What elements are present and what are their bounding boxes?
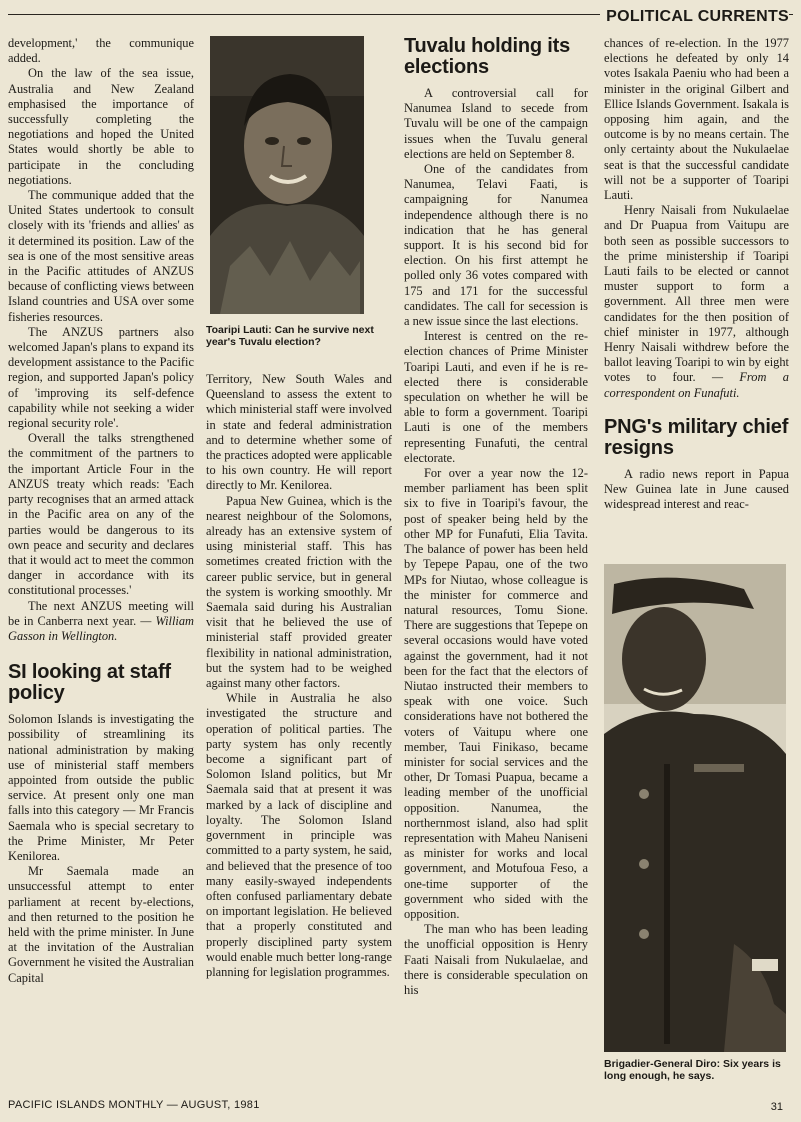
paragraph: For over a year now the 12-member parliament has been split six to five in Toaripi's favour, the post of speaker being held by the other MP for Funafuti, Elia Tavita. The balance of power has been held by Tepepe Papau, one of the two MPs for Niutao, whose colleague is the minister for commerce and natural resources, Tomu Sione. There are suggestions that Tepepe on several occasions would have voted against the government, had it not been for the fact that the electors of Niutao instructed their members to speak with one voice. Such considerations have not bothered the voters of Vaitupu where one member, Taui Finikaso, became minister for social services and the other, Dr Tomasi Puapua, became a leading member of the unofficial opposition. Nanumea, the northernmost island, also had split representation with Maheu Naniseni as minister for works and local government, and Motufoua Feso, a one-time supporter of the government who sided with the opposition. <box>404 466 588 921</box>
photo-block <box>604 564 789 1082</box>
paragraph: Papua New Guinea, which is the nearest neighbour of the Solomons, already has an extensive system of using ministerial staff. This has sometimes created friction with the career public service, but in general the system is working smoothly. Mr Saemala said during his Australian visit that he believed the use of ministerial staff provided greater flexibility in national administration, but the system had to be weighed against many other factors. <box>206 493 392 691</box>
byline: — From a correspondent on Funafuti. <box>604 370 789 400</box>
paragraph: Territory, New South Wales and Queensland to assess the extent to which ministerial staff were involved in state and federal administration and to determine whether some of the practices adopted were applicable to his own country. He will report directly to Mr. Kenilorea. <box>206 372 392 493</box>
paragraph-text: The next ANZUS meeting will be in Canberra next year. <box>8 598 194 628</box>
paragraph: The man who has been leading the unofficial opposition is Henry Faati Naisali from Nukulaelae, and there is considerable speculation on his <box>404 922 588 997</box>
paragraph: On the law of the sea issue, Australia and New Zealand emphasised the importance of successfully completing the negotiations and hoped the United States would shortly be able to participate in the concluding negotiations. <box>8 66 194 187</box>
paragraph: While in Australia he also investigated the structure and operation of political parties. The party system has only recently become a significant part of Solomon Island politics, but Mr Saemala said that at present it was marked by a lack of discipline and loyalty. The Solomon Island government in principle was committed to a party system, he said, and believed that the presence of too many easily-swayed independents often confused parliamentary debate on important legislation. He believed that a properly constituted and properly disciplined party system would enable much better long-range planning for legislation programmes. <box>206 691 392 979</box>
paragraph: The ANZUS partners also welcomed Japan's plans to expand its development assistance to the Pacific region, and supported Japan's policy of 'improving its self-defence capability while not seeking a wider regional security role'. <box>8 324 194 431</box>
paragraph: A controversial call for Nanumea Island to secede from Tuvalu will be one of the campaign issues when the Tuvalu general elections are held on September 8. <box>404 86 588 161</box>
portrait-image <box>604 564 786 1052</box>
headline-staff-policy: SI looking at staff policy <box>8 661 171 705</box>
paragraph: Interest is centred on the re-election chances of Prime Minister Toaripi Lauti, and even if he is re-elected there is considerable speculation on whether he will be able to form a government. Toaripi Lauti is one of the members representing Funafuti, the central electorate. <box>404 329 588 465</box>
headline-tuvalu: Tuvalu holding its elections <box>404 35 571 78</box>
column-2-text <box>206 372 392 980</box>
page-number: 31 <box>770 1101 783 1113</box>
paragraph <box>604 203 789 401</box>
section-label: POLITICAL CURRENTS <box>600 8 789 26</box>
portrait-image <box>210 36 364 314</box>
paragraph: A radio news report in Papua New Guinea late in June caused widespread interest and reac- <box>604 466 789 512</box>
photo-caption: Brigadier-General Diro: Six years is long enough, he says. <box>604 1058 781 1082</box>
paragraph: The communique added that the United States undertook to consult closely with its 'friends and allies' as it determined its position. Law of the sea is one of the most sensitive areas in the Pacific attitudes of ANZUS because of conflicting views between Island countries and USA over some fisheries resources. <box>8 188 194 324</box>
byline: — William Gasson in Wellington. <box>8 613 194 643</box>
column-3 <box>404 36 588 998</box>
paragraph-text: Henry Naisali from Nukulaelae and Dr Puapua from Vaitupu are both seen as possible successors to the prime ministership if Toaripi Lauti fails to be elected or cannot muster support to form a government. All three men were candidates for the then position of chief minister in 1977, although Henry Naisali withdrew before the ballot leaving Toaripi to win by eight votes to four. <box>604 203 789 385</box>
photo-toaripi-lauti <box>210 36 364 314</box>
column-1 <box>8 36 194 986</box>
paragraph: development,' the communique added. <box>8 36 194 66</box>
photo-brigadier-diro <box>604 564 786 1052</box>
footer-publication: PACIFIC ISLANDS MONTHLY — AUGUST, 1981 <box>8 1099 260 1111</box>
paragraph: One of the candidates from Nanumea, Telavi Faati, is campaigning for Nanumea independence although there is no indication that he has general support. It is his second bid for election. On his first attempt he polled only 36 votes compared with 175 and 171 for the successful candidates. The call for secession is a new issue since the last elections. <box>404 162 588 329</box>
paragraph: Mr Saemala made an unsuccessful attempt to enter parliament at recent by-elections, and then returned to the position he held with the prime minister. In June at the invitation of the Australian Government he visited the Australian Capital <box>8 864 194 985</box>
headline-png-military: PNG's military chief resigns <box>604 415 789 459</box>
column-4 <box>604 36 789 1082</box>
paragraph: Overall the talks strengthened the commitment of the partners to the important Article Four in the ANZUS treaty which reads: 'Each party recognises that an armed attack in the Pacific area on any of the parties would be dangerous to its own peace and security and declares that it would act to meet the common danger in accordance with its constitutional processes.' <box>8 431 194 598</box>
paragraph: Solomon Islands is investigating the possibility of streamlining its national administration by making use of ministerial staff members appointed from outside the public service. At present only one man falls into this category — Mr Francis Saemala who is special secretary to the Prime Minister, Mr Peter Kenilorea. <box>8 712 194 863</box>
photo-caption: Toaripi Lauti: Can he survive next year's Tuvalu election? <box>206 324 374 348</box>
paragraph <box>8 599 194 645</box>
column-2 <box>206 36 392 979</box>
paragraph: chances of re-election. In the 1977 elections he defeated by only 14 votes Isakala Paeniu who had been a minister in the original Gilbert and Ellice Islands Government. Isakala is opposing him again, and the outcome is by no means certain. The only certainty about the Nukulaelae seat is that the successful candidate will not be a supporter of Toaripi Lauti. <box>604 36 789 203</box>
